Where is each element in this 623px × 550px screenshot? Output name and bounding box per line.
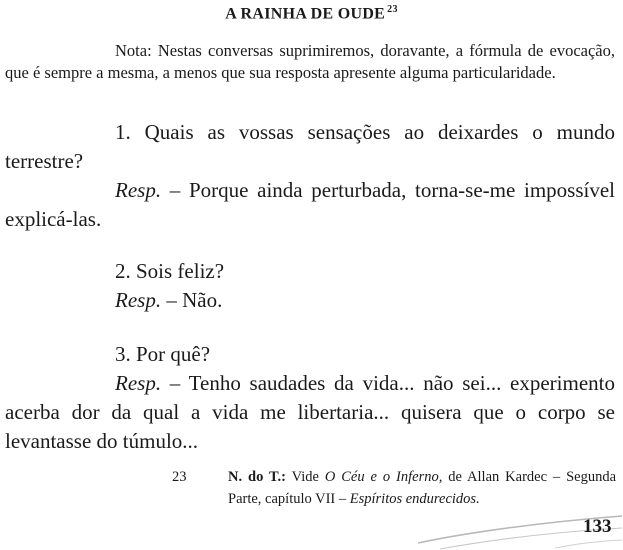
question-1: 1. Quais as vossas sensações ao deixardes o mundo terrestre? bbox=[5, 120, 615, 173]
answer-text: – Porque ainda perturbada, torna-se-me impossível explicá-las. bbox=[5, 178, 615, 231]
footnote-number: 23 bbox=[172, 469, 187, 485]
footnote-text-before: Vide bbox=[286, 469, 325, 485]
question-3: 3. Por quê? bbox=[115, 342, 211, 366]
intro-note: Nota: Nestas conversas suprimiremos, doravante, a fórmula de evocação, que é sempre a mesma, a menos que sua resposta apresente alguma particularidade. bbox=[5, 41, 615, 82]
question-2: 2. Sois feliz? bbox=[115, 259, 225, 283]
resp-label: Resp. bbox=[115, 178, 162, 202]
answer-text: – Não. bbox=[166, 288, 223, 312]
footnote-text-middle: de Allan Kardec – Segunda Parte, capítulo VII – bbox=[228, 469, 617, 507]
resp-label: Resp. bbox=[115, 371, 162, 395]
answer-text: – Tenho saudades da vida... não sei... experimento acerba dor da qual a vida me libertaria... quisera que o corpo se levantasse do túmulo... bbox=[5, 371, 615, 453]
title-footnote-ref: 23 bbox=[387, 4, 398, 15]
answer-2 bbox=[5, 286, 615, 315]
answer-1 bbox=[5, 176, 615, 234]
title-text: A RAINHA DE OUDE bbox=[225, 5, 386, 23]
answer-3 bbox=[5, 369, 615, 456]
page-title bbox=[0, 4, 623, 23]
footnote-chapter-title: Espíritos endurecidos. bbox=[349, 491, 480, 507]
footnote-text bbox=[228, 466, 616, 510]
footnote-label: N. do T.: bbox=[228, 469, 287, 485]
resp-label: Resp. bbox=[115, 288, 162, 312]
footnote-book-title: O Céu e o Inferno, bbox=[324, 469, 443, 485]
page-number: 133 bbox=[583, 516, 612, 537]
